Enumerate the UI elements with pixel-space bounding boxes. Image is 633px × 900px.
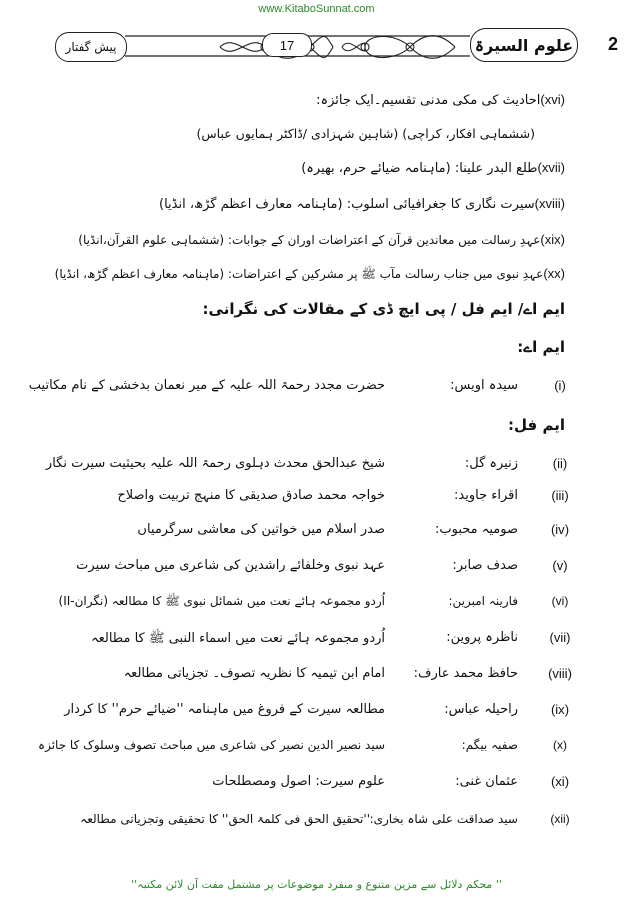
table-row: (xii) سید صداقت علی شاہ بخاری: ''تحقیق الحق فی کلمۃ الحق'' کا تحقیقی وتجزیاتی مطالعہ (80, 812, 570, 826)
table-row: (x) صفیہ بیگم: سید نصیر الدین نصیر کی شاعری میں مباحث تصوف وسلوک کا جائزہ (38, 738, 567, 752)
page-number: 17 (262, 33, 312, 57)
table-row: (ix) راحیلہ عباس: مطالعہ سیرت کے فروغ میں ماہنامہ ''ضیائے حرم'' کا کردار (64, 702, 570, 717)
site-url[interactable]: www.KitaboSunnat.com (258, 3, 375, 15)
table-row: (ii) زنیرہ گل: شیخ عبدالحق محدث دہلوی رحمۃ اللہ علیہ بحیثیت سیرت نگار (45, 456, 568, 471)
ornament-right-icon (340, 30, 460, 64)
list-item: (xviii)سیرت نگاری کا جغرافیائی اسلوب: (ماہنامہ معارف اعظم گڑھ، انڈیا) (159, 196, 565, 212)
table-row: (v) صدف صابر: عہد نبوی وخلفائے راشدین کی شاعری میں مباحث سیرت (76, 558, 568, 573)
list-item: (xvii)طلع البدر علینا: (ماہنامہ ضیائے حرم، بھیرہ) (301, 160, 565, 176)
section-heading: ایم اے/ ایم فل / پی ایچ ڈی کے مقالات کی نگرانی: (202, 300, 565, 318)
footer-tagline: '' محکم دلائل سے مزین متنوع و منفرد موضوعات پر مشتمل مفت آن لائن مکتبہ'' (131, 878, 502, 891)
table-row: (i) سیدہ اویس: حضرت مجدد رحمۃ اللہ علیہ کے میر نعمان بدخشی کے نام مکاتیب (28, 378, 566, 393)
table-row: (viii) حافظ محمد عارف: امام ابن تیمیہ کا نظریہ تصوف۔ تجزیاتی مطالعہ (123, 666, 572, 681)
list-item: (xx)عہدِ نبوی میں جناب رسالت مآب ﷺ پر مشرکین کے اعتراضات: (ماہنامہ معارف اعظم گڑھ، انڈیا) (54, 266, 565, 281)
list-item: (xix)عہدِ رسالت میں معاندین قرآن کے اعتراضات اوران کے جوابات: (ششماہی علوم القرآن،انڈیا) (78, 232, 565, 247)
side-page-number: 2 (608, 34, 619, 54)
table-row: (vi) فارینہ امبرین: اُردو مجموعہ ہائے نعت میں شمائل نبوی ﷺ کا مطالعہ (نگران-II) (58, 594, 569, 608)
header-subtitle: پیش گفتار (55, 32, 127, 62)
table-row: (xi) عثمان غنی: علوم سیرت: اصول ومصطلحات (212, 774, 570, 789)
ma-heading: ایم اے: (517, 338, 565, 356)
mphil-heading: ایم فل: (508, 416, 565, 434)
table-row: (iv) صومیہ محبوب: صدر اسلام میں خواتین کی معاشی سرگرمیاں (137, 522, 570, 537)
table-row: (iii) اقراء جاوید: خواجہ محمد صادق صدیقی کا منہج تربیت واصلاح (117, 488, 569, 503)
table-row: (vii) ناظرہ پروین: اُردو مجموعہ ہائے نعت میں اسماء النبی ﷺ کا مطالعہ (91, 630, 571, 646)
header-title: علوم السیرۃ (470, 28, 578, 62)
list-item: (xvi)احادیث کی مکی مدنی تقسیم۔ایک جائزہ: (316, 92, 565, 108)
list-item: (ششماہی افکار، کراچی) (شاہین شہزادی /ڈاکٹر ہمایوں عباس) (196, 126, 535, 141)
